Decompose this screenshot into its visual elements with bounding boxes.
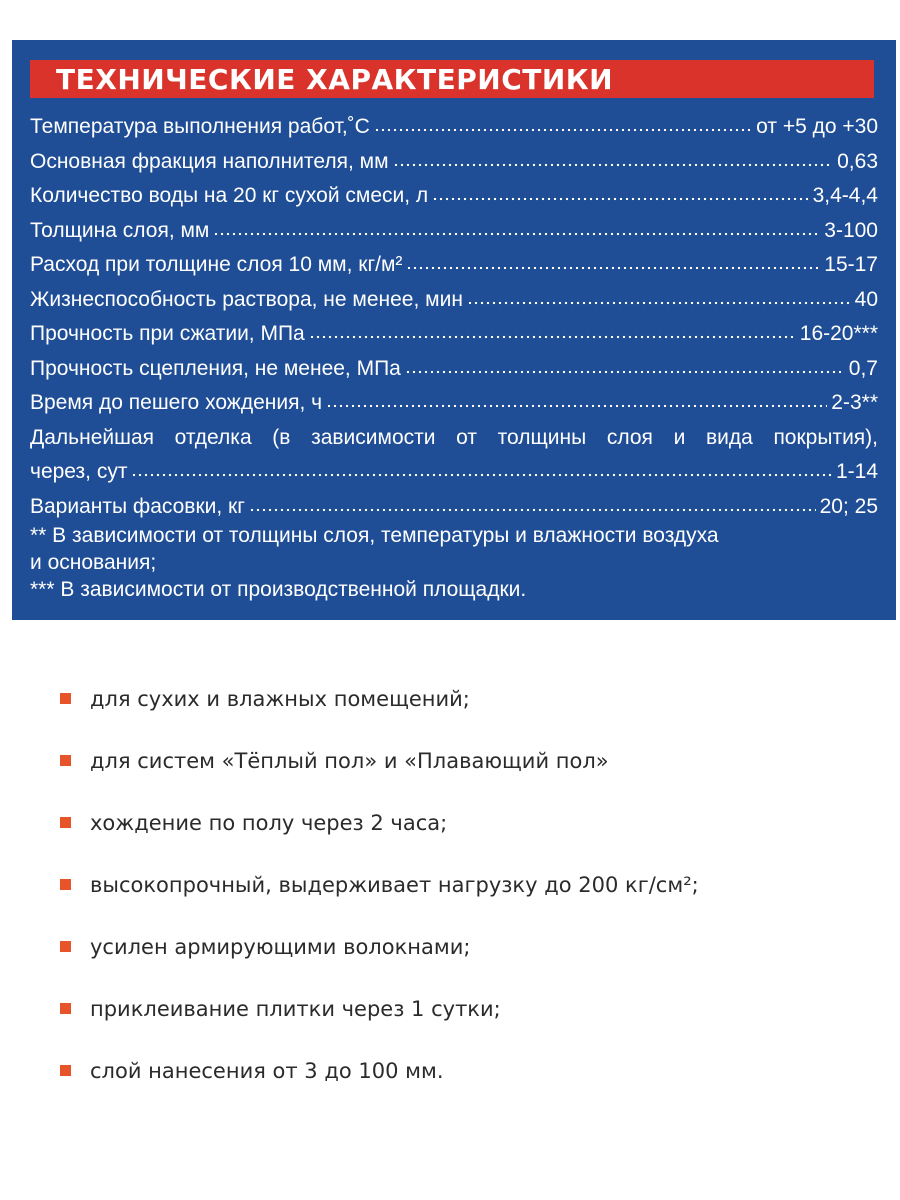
square-bullet-icon: [60, 693, 71, 704]
dot-leader: [213, 218, 820, 239]
spec-row-finishing-line2: [30, 455, 878, 490]
footnote: ** В зависимости от толщины слоя, температуры и влажности воздуха: [30, 524, 719, 547]
dot-leader: [406, 252, 820, 273]
spec-list: [30, 110, 878, 524]
dot-leader: [309, 321, 796, 342]
tech-specs-panel: [12, 40, 896, 620]
feature-text: для сухих и влажных помещений;: [90, 687, 470, 711]
spec-label: Время до пешего хождения, ч: [30, 391, 323, 414]
spec-row-packaging: [30, 490, 878, 525]
spec-row-fraction: [30, 145, 878, 180]
dot-leader: [374, 114, 752, 135]
spec-value: 1-14: [835, 460, 878, 483]
feature-item: [60, 668, 860, 730]
spec-row-thickness: [30, 214, 878, 249]
dot-leader: [467, 287, 851, 308]
spec-label: Прочность сцепления, не менее, МПа: [30, 356, 401, 380]
spec-label: Расход при толщине слоя 10 мм, кг/м²: [30, 253, 403, 276]
spec-row-consumption: [30, 248, 878, 283]
spec-value: 40: [854, 287, 878, 311]
dot-leader: [131, 459, 832, 480]
dot-leader: [432, 183, 808, 204]
spec-value: 20; 25: [819, 494, 878, 518]
feature-item: [60, 916, 860, 978]
spec-row-walk-time: [30, 386, 878, 421]
feature-text: приклеивание плитки через 1 сутки;: [90, 997, 501, 1021]
dot-leader: [405, 356, 845, 377]
feature-text: для систем «Тёплый пол» и «Плавающий пол»: [90, 749, 609, 773]
footnote: *** В зависимости от производственной площадки.: [30, 578, 527, 601]
spec-label: Количество воды на 20 кг сухой смеси, л: [30, 184, 429, 207]
spec-footnotes: [30, 522, 880, 603]
spec-label: Варианты фасовки, кг: [30, 494, 245, 518]
dot-leader: [393, 149, 834, 170]
spec-row-water: [30, 179, 878, 214]
feature-item: [60, 730, 860, 792]
spec-value: 15-17: [824, 253, 878, 276]
feature-text: слой нанесения от 3 до 100 мм.: [90, 1059, 444, 1083]
spec-label: Толщина слоя, мм: [30, 218, 210, 242]
spec-value: 2-3**: [831, 391, 878, 414]
square-bullet-icon: [60, 1003, 71, 1014]
spec-value: 3,4-4,4: [812, 184, 878, 207]
feature-text: высокопрочный, выдерживает нагрузку до 200 кг/см²;: [90, 873, 699, 897]
feature-list: [60, 668, 860, 1102]
spec-value: 16-20***: [799, 322, 878, 345]
tech-specs-title: ТЕХНИЧЕСКИЕ ХАРАКТЕРИСТИКИ: [56, 62, 614, 96]
feature-item: [60, 1040, 860, 1102]
tech-specs-header: [30, 60, 874, 98]
feature-text: хождение по полу через 2 часа;: [90, 811, 448, 835]
spec-label: Жизнеспособность раствора, не менее, мин: [30, 287, 463, 311]
footnote: и основания;: [30, 551, 157, 574]
spec-row-adhesion: [30, 352, 878, 387]
square-bullet-icon: [60, 941, 71, 952]
spec-row-compressive-strength: [30, 317, 878, 352]
spec-label: Температура выполнения работ,˚С: [30, 115, 370, 138]
square-bullet-icon: [60, 755, 71, 766]
spec-value: 3-100: [824, 218, 878, 242]
square-bullet-icon: [60, 1065, 71, 1076]
spec-value: 0,63: [837, 149, 878, 173]
square-bullet-icon: [60, 879, 71, 890]
dot-leader: [326, 390, 827, 411]
spec-value: 0,7: [848, 356, 878, 380]
feature-item: [60, 854, 860, 916]
dot-leader: [249, 494, 816, 515]
spec-label: через, сут: [30, 460, 128, 483]
feature-item: [60, 978, 860, 1040]
spec-row-pot-life: [30, 283, 878, 318]
square-bullet-icon: [60, 817, 71, 828]
spec-value: от +5 до +30: [756, 115, 878, 138]
spec-label: Основная фракция наполнителя, мм: [30, 149, 389, 173]
spec-row-temperature: [30, 110, 878, 145]
spec-row-finishing-line1: [30, 421, 878, 456]
spec-label: Прочность при сжатии, МПа: [30, 322, 305, 345]
feature-text: усилен армирующими волокнами;: [90, 935, 471, 959]
spec-label: Дальнейшая отделка (в зависимости от толщины слоя и вида покрытия),: [30, 425, 878, 449]
feature-item: [60, 792, 860, 854]
